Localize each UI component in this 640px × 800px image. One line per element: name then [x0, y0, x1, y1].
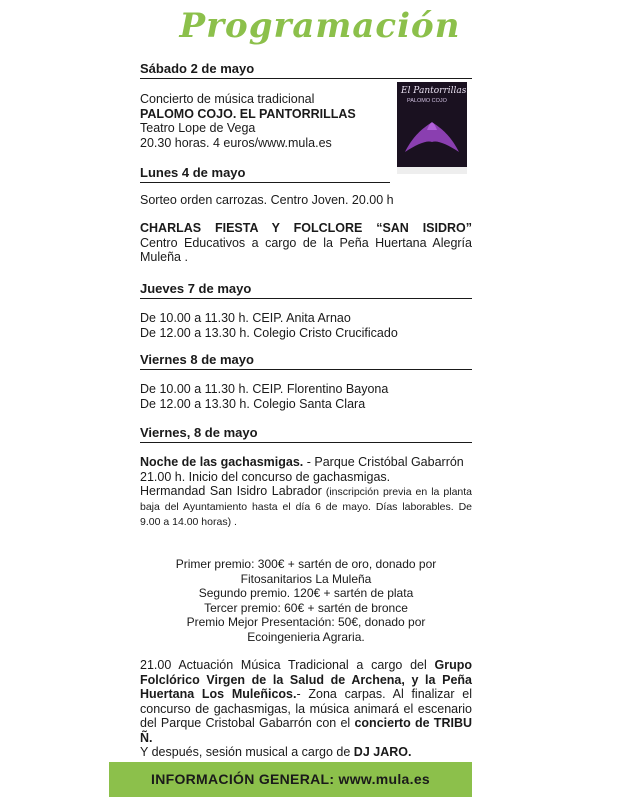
event-sat2	[140, 92, 390, 150]
prize-line: Fitosanitarios La Muleña	[240, 571, 372, 586]
schedule-line: De 10.00 a 11.30 h. CEIP. Florentino Bayona	[140, 382, 389, 396]
poster-title: El Pantorrillas	[401, 86, 467, 96]
event-fri8	[140, 382, 472, 411]
prize-line: Premio Mejor Presentación: 50€, donado por	[186, 615, 426, 629]
page-title: Programación	[179, 6, 461, 46]
noche-inicio: 21.00 h. Inicio del concurso de gachasmigas.	[140, 469, 391, 484]
event-actuacion	[140, 658, 472, 760]
event-artist: PALOMO COJO. EL PANTORRILLAS	[140, 106, 356, 121]
footer-info-banner: INFORMACIÓN GENERAL: www.mula.es	[109, 762, 472, 797]
concert-poster	[397, 82, 467, 174]
noche-inscripcion: (inscripción previa en la planta baja del Ayuntamiento hasta el día 6 de mayo. Días laborables. De 9.00 a 14.00 horas) .	[140, 486, 473, 528]
section-heading-sat2: Sábado 2 de mayo	[140, 61, 472, 79]
actuacion-text: - Zona carpas. Al finalizar el concurso de gachasmigas, la música animará el escenario del Parque Cristobal Gabarrón con el	[140, 687, 472, 730]
poster-footer-strip	[397, 167, 467, 174]
charlas-text: Centro Educativos a cargo de la Peña Huertana Alegría Muleña .	[140, 235, 472, 264]
section-heading-mon4: Lunes 4 de mayo	[140, 165, 390, 183]
event-venue: Teatro Lope de Vega	[140, 121, 256, 135]
event-sorteo: Sorteo orden carrozas. Centro Joven. 20.00 h	[140, 193, 394, 207]
charlas-title: CHARLAS FIESTA Y FOLCLORE “SAN ISIDRO”	[140, 221, 472, 235]
prize-line: Tercer premio: 60€ + sartén de bronce	[204, 600, 408, 615]
schedule-line: De 12.00 a 13.30 h. Colegio Cristo Crucificado	[140, 325, 398, 340]
actuacion-intro: 21.00 Actuación Música Tradicional a cargo del	[140, 658, 435, 672]
prize-list	[140, 557, 472, 644]
event-time: 20.30 horas. 4 euros/www.mula.es	[140, 135, 332, 150]
actuacion-despues: Y después, sesión musical a cargo de	[140, 745, 354, 759]
schedule-line: De 10.00 a 11.30 h. CEIP. Anita Arnao	[140, 311, 351, 325]
poster-subtitle: PALOMO COJO	[407, 98, 447, 104]
prize-line: Primer premio: 300€ + sartén de oro, donado por	[175, 557, 437, 571]
section-heading-fri8b: Viernes, 8 de mayo	[140, 425, 472, 443]
actuacion-concierto: concierto de TRIBU Ñ.	[140, 716, 472, 745]
event-thu7	[140, 311, 472, 340]
event-charlas	[140, 221, 472, 265]
event-line: Concierto de música tradicional	[140, 92, 315, 106]
actuacion-dj: DJ JARO.	[353, 745, 412, 759]
section-heading-fri8: Viernes 8 de mayo	[140, 352, 472, 370]
section-heading-thu7: Jueves 7 de mayo	[140, 281, 472, 299]
noche-hermandad: Hermandad San Isidro Labrador	[140, 484, 322, 498]
prize-line: Segundo premio. 120€ + sartén de plata	[198, 586, 414, 600]
schedule-line: De 12.00 a 13.30 h. Colegio Santa Clara	[140, 396, 366, 411]
noche-place: - Parque Cristóbal Gabarrón	[303, 455, 464, 469]
prize-line: Ecoingenieria Agraria.	[247, 629, 365, 644]
actuacion-grupo: Grupo Folclórico Virgen de la Salud de Archena, y la Peña Huertana Los Muleñicos.	[140, 658, 472, 701]
noche-title: Noche de las gachasmigas.	[140, 455, 304, 469]
event-gachasmigas	[140, 455, 472, 529]
